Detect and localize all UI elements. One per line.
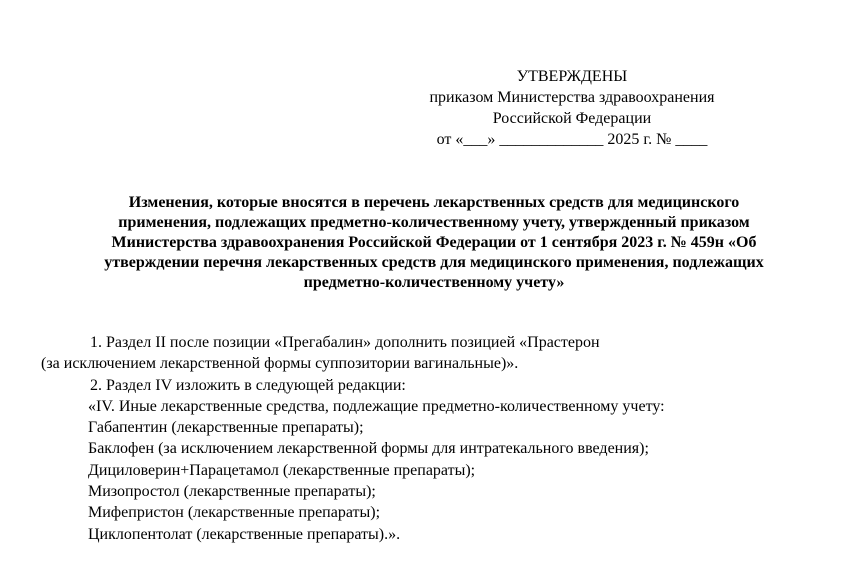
list-item: Циклопентолат (лекарственные препараты).». bbox=[88, 525, 401, 543]
title-line: Изменения, которые вносятся в перечень лекарственных средств для медицинского bbox=[128, 194, 740, 211]
list-item: Баклофен (за исключением лекарственной формы для интратекального введения); bbox=[88, 440, 649, 458]
approval-stamp bbox=[400, 66, 744, 150]
approval-date-line: от «___» _____________ 2025 г. № ____ bbox=[436, 131, 708, 148]
item-2-text: 2. Раздел IV изложить в следующей редакции: bbox=[90, 376, 406, 394]
approval-heading: УТВЕРЖДЕНЫ bbox=[516, 68, 628, 85]
item-1-continuation: (за исключением лекарственной формы суппозитории вагинальные)». bbox=[41, 355, 519, 373]
document-body bbox=[41, 332, 821, 545]
section-iv-heading: «IV. Иные лекарственные средства, подлежащие предметно-количественному учету: bbox=[88, 397, 665, 415]
title-line: утверждении перечня лекарственных средств для медицинского применения, подлежащих bbox=[104, 254, 764, 271]
approval-country-line: Российской Федерации bbox=[492, 110, 652, 127]
title-line: применения, подлежащих предметно-количественному учету, утвержденный приказом bbox=[118, 214, 750, 231]
title-line: предметно-количественному учету» bbox=[303, 274, 565, 291]
list-item: Мифепристон (лекарственные препараты); bbox=[88, 504, 381, 522]
list-item: Мизопростол (лекарственные препараты); bbox=[88, 483, 376, 501]
document-title bbox=[34, 193, 834, 293]
approval-order-line: приказом Министерства здравоохранения bbox=[429, 89, 715, 106]
item-1-text: 1. Раздел II после позиции «Прегабалин» дополнить позицией «Прастерон bbox=[90, 334, 600, 351]
title-line: Министерства здравоохранения Российской Федерации от 1 сентября 2023 г. № 459н «Об bbox=[111, 234, 757, 251]
list-item: Габапентин (лекарственные препараты); bbox=[88, 419, 364, 437]
list-item: Дициловерин+Парацетамол (лекарственные препараты); bbox=[88, 461, 476, 479]
